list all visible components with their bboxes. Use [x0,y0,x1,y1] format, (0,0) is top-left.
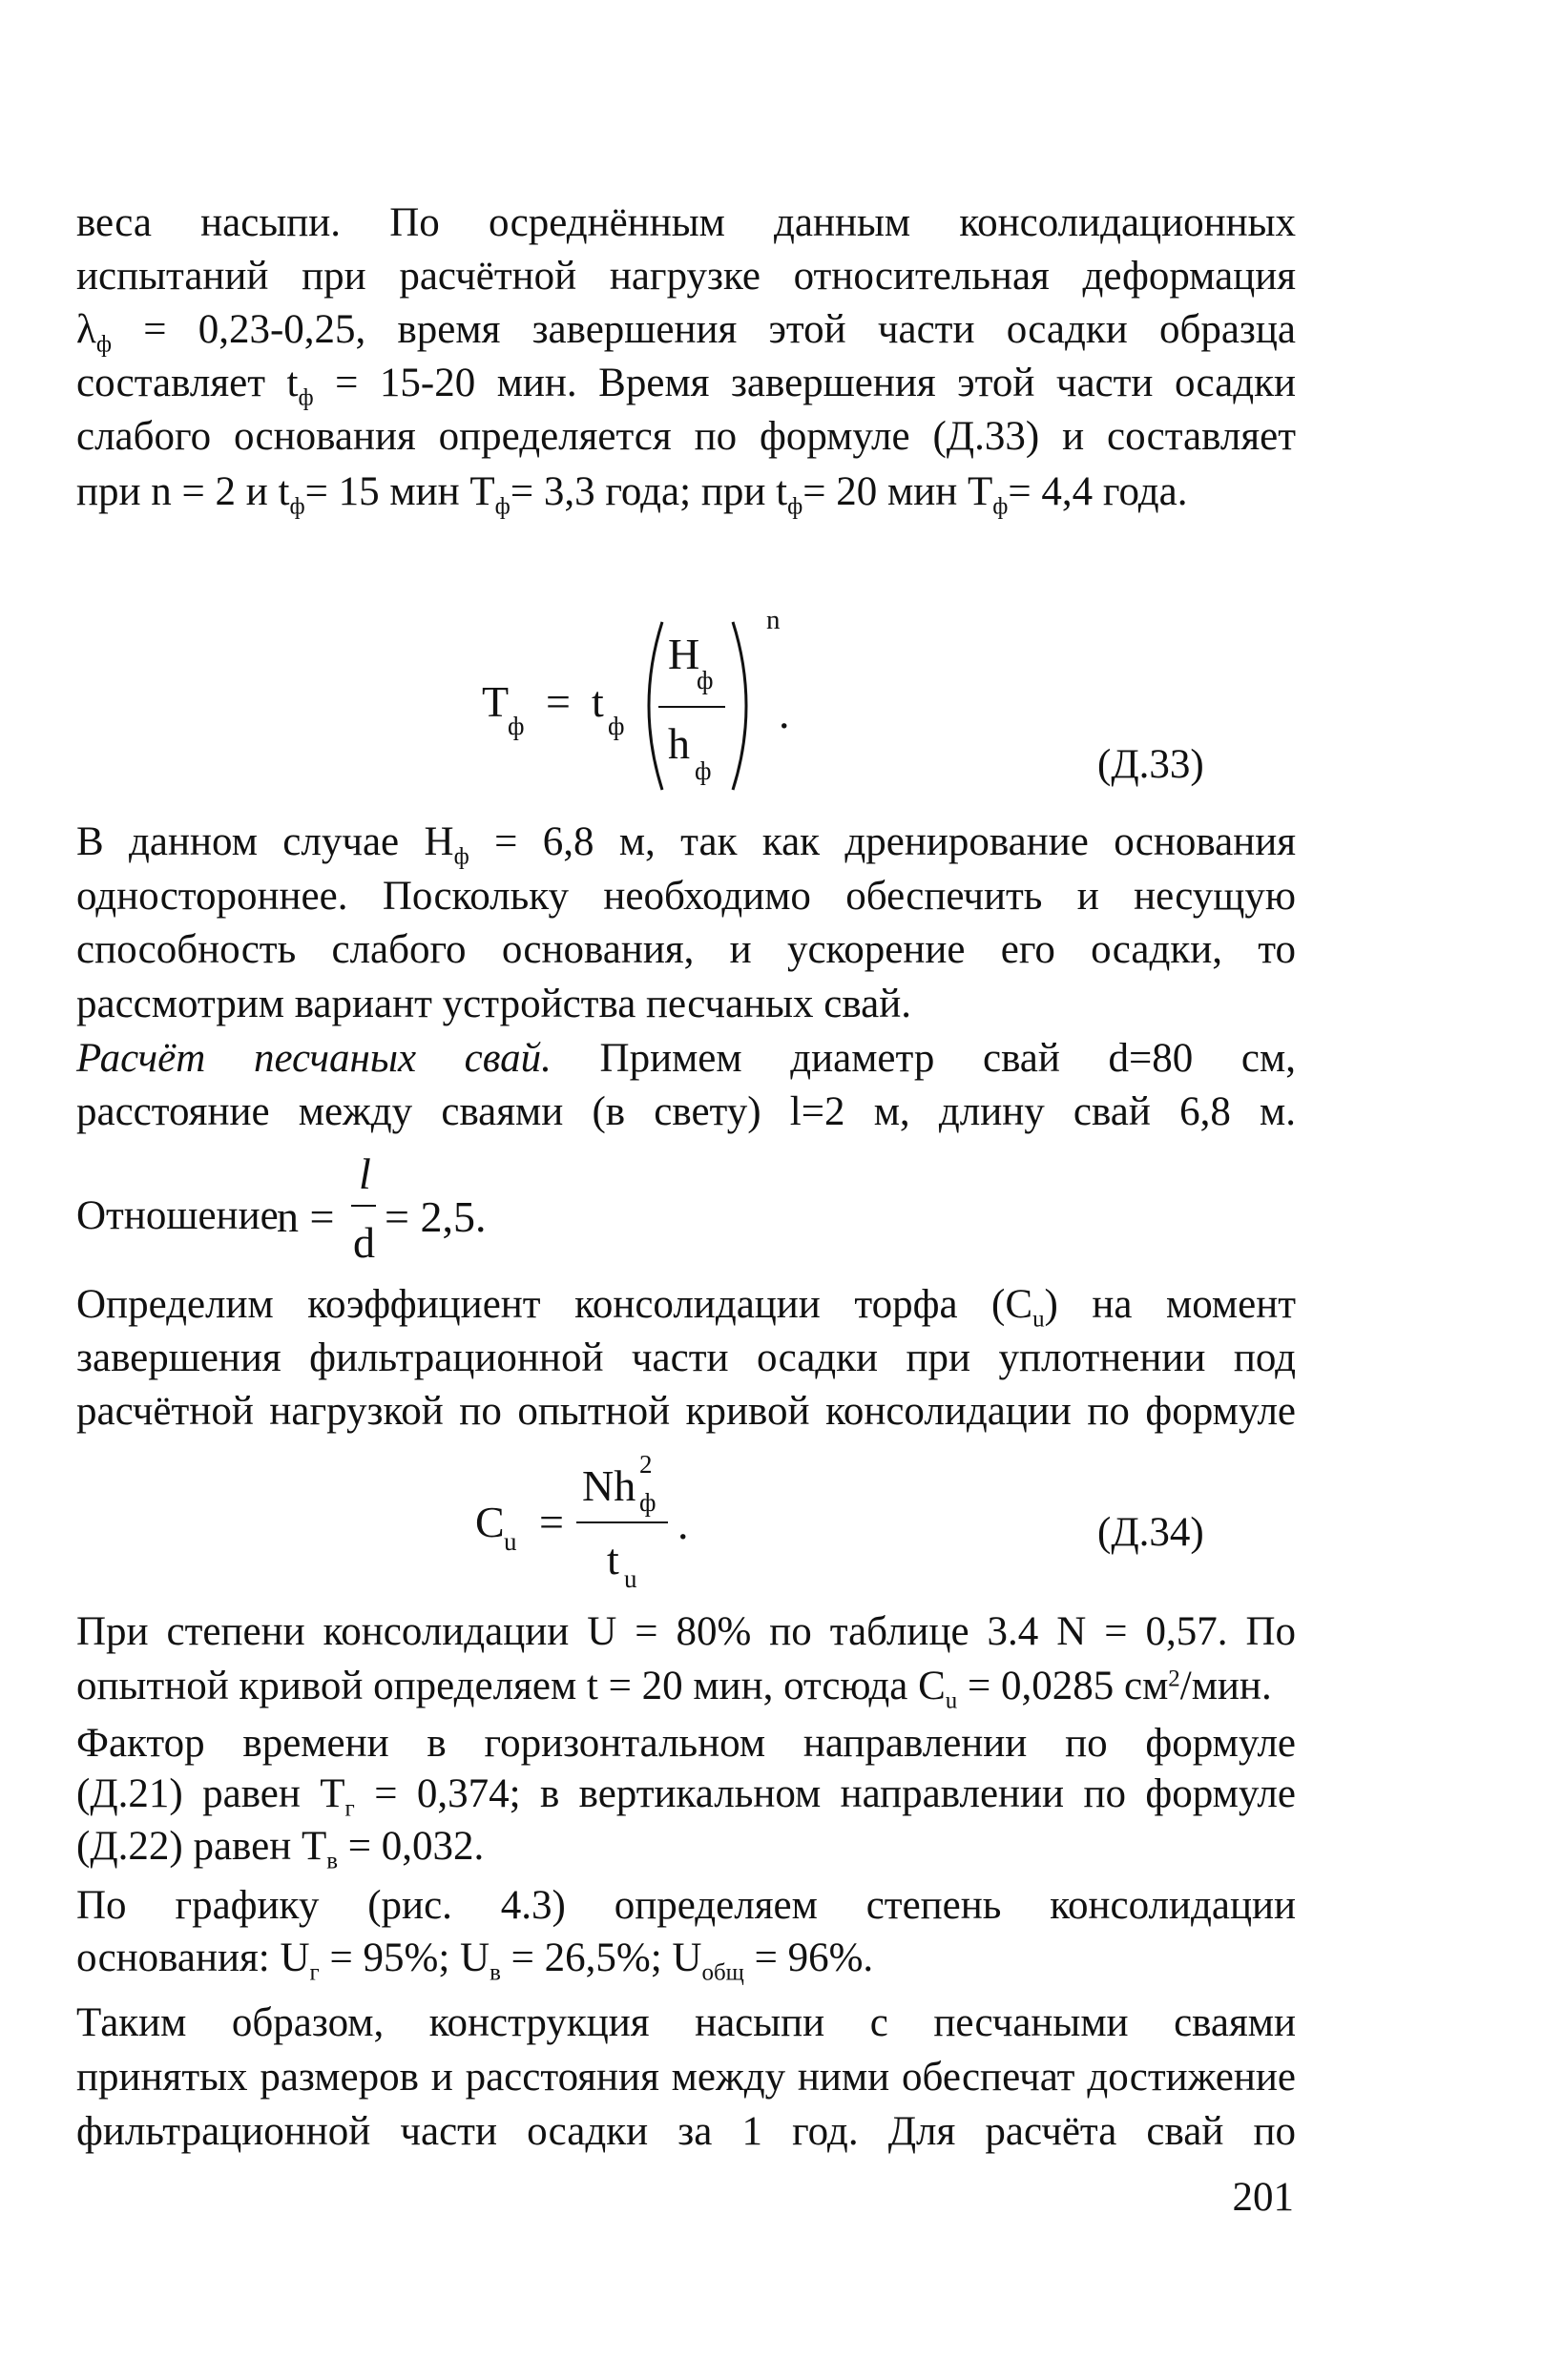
formula-lhs: C [475,1498,505,1546]
text-line: рассмотрим вариант устройства песчаных свай. [76,982,911,1026]
fraction-bar [576,1521,668,1523]
formula-equals: = [539,1498,564,1546]
text-line: при n = 2 и $t_ф= 15$ мин $T_ф= 3,3$ года; при $t_ф= 20$ мин $T_ф= 4,4$ года. [76,469,1188,520]
ratio-result: = 2,5. [385,1192,487,1241]
text-line: слабого основания определяется по формуле (Д.33) и составляет [76,414,1296,459]
text-line: В данном случае $H_ф = 6,8$ м, так как дренирование основания [76,819,1296,870]
fraction-denominator-subscript: u [624,1564,637,1593]
fraction-numerator: H [668,630,700,678]
text-line: способность слабого основания, и ускорение его осадки, то [76,927,1296,972]
ratio-numerator: l [359,1149,371,1198]
fraction-denominator-subscript: ф [695,756,712,785]
fraction-denominator: h [668,719,690,768]
fraction-denominator: t [607,1535,619,1583]
formula-dot: . [779,689,790,737]
formula-equals: = [546,677,571,726]
text-line: Расчёт песчаных свай. Примем диаметр свай d=80 см, [76,1036,1296,1081]
formula-lhs-subscript: u [504,1527,517,1556]
formula-label: (Д.33) [1097,742,1204,787]
text-line: расстояние между сваями (в свету) l=2 м, длину свай 6,8 м. [76,1089,1296,1134]
formula-label: (Д.34) [1097,1510,1204,1555]
formula-lhs-subscript: ф [508,712,525,740]
text-line: (Д.21) равен $T_г = 0,374$; в вертикальном направлении по формуле [76,1771,1296,1822]
right-paren [727,620,765,792]
formula-t-subscript: ф [608,712,625,740]
ratio-denominator: d [353,1218,375,1267]
text-line: испытаний при расчётной нагрузке относительная деформация [76,254,1296,299]
text-line: основания: $U_г = 95\%$; $U_в = 26,5\%$; $U_{общ} = 96\%$. [76,1935,874,1986]
page-number: 201 [1232,2175,1294,2220]
text-line: $\lambda_ф = 0,23-0,25$, время завершения этой части осадки образца [76,307,1296,358]
fraction-numerator: Nh [582,1461,636,1510]
text-line: принятых размеров и расстояния между ними обеспечат достижение [76,2055,1296,2100]
fraction-numerator-superscript: 2 [639,1450,653,1479]
formula-dot: . [677,1500,689,1548]
text-line: опытной кривой определяем t = 20 мин, отсюда $C_u = 0,0285$ $см^2$/мин. [76,1664,1272,1714]
text-line: Фактор времени в горизонтальном направлении по формуле [76,1721,1296,1766]
text-line: При степени консолидации U = 80% по таблице 3.4 N = 0,57. По [76,1609,1296,1654]
text-line: (Д.22) равен $T_в = 0,032$. [76,1824,485,1874]
text-line: завершения фильтрационной части осадки при уплотнении под [76,1335,1296,1380]
ratio-fraction-bar [351,1205,376,1207]
text-line: фильтрационной части осадки за 1 год. Для расчёта свай по [76,2109,1296,2154]
text-line: составляет $t_ф = 15-20$ мин. Время завершения этой части осадки [76,361,1296,411]
ratio-word: Отношение [76,1193,279,1238]
ratio-n: n = [277,1192,335,1241]
formula-lhs: T [482,677,510,726]
fraction-numerator-subscript: ф [639,1488,656,1517]
text-line: одностороннее. Поскольку необходимо обеспечить и несущую [76,874,1296,919]
fraction-bar [658,706,725,708]
text-line: Таким образом, конструкция насыпи с песчаными сваями [76,2000,1296,2045]
text-line: веса насыпи. По осреднённым данным консолидационных [76,200,1296,245]
text-line: По графику (рис. 4.3) определяем степень консолидации [76,1883,1296,1928]
formula-power: n [766,605,781,635]
text-line: Определим коэффициент консолидации торфа $(C_u)$ на момент [76,1282,1296,1333]
text-line: расчётной нагрузкой по опытной кривой консолидации по формуле [76,1389,1296,1434]
fraction-numerator-subscript: ф [697,666,714,694]
formula-t: t [592,677,604,726]
